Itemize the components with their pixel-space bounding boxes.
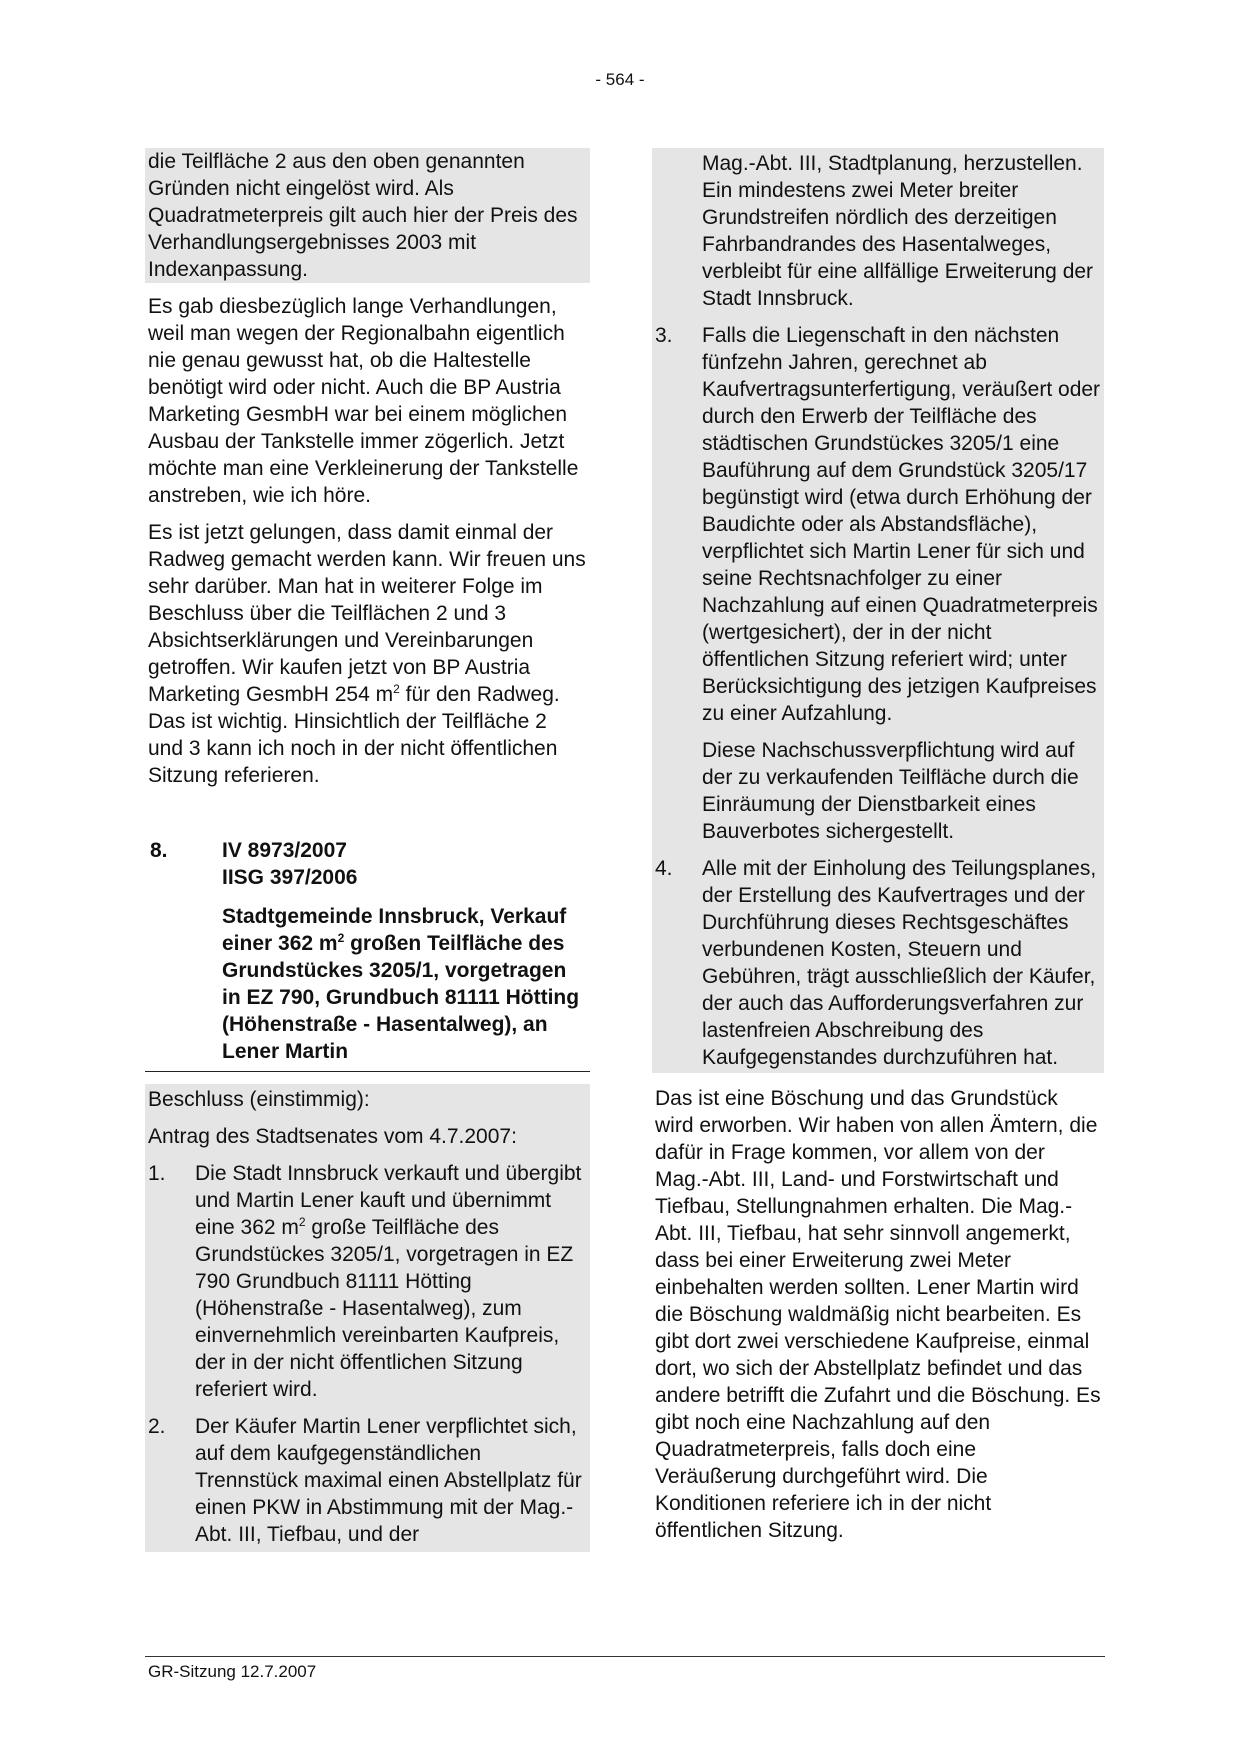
- antrag-label: Antrag des Stadtsenates vom 4.7.2007:: [148, 1125, 517, 1148]
- paragraph-radweg: Es ist jetzt gelungen, dass damit einmal der Radweg gemacht werden kann. Wir freuen uns sehr darüber. Man hat in weiterer Folge im Beschluss über die Teilflächen 2 und 3 Absichtserklärungen und Vereinbarungen getroffen. Wir kaufen jetzt von BP Austria Marketing GesmbH 254 $m^2$ für den Radweg. Das ist wichtig. Hinsichtlich der Teilfläche 2 und 3 kann ich noch in der nicht öffentlichen Sitzung referieren.: [148, 521, 586, 787]
- agenda-item-refs: IV 8973/2007 IISG 397/2006: [222, 839, 358, 889]
- list-item: 1. Die Stadt Innsbruck verkauft und übergibt und Martin Lener kauft und übernimmt eine 362 $m^2$ große Teilfläche des Grundstückes 3205/1, vorgetragen in EZ 790 Grundbuch 81111 Hötting (Höhenstraße - Hasentalweg), zum einvernehmlich vereinbarten Kaufpreis, der in der nicht öffentlichen Sitzung referiert wird.: [148, 1162, 582, 1401]
- list-item: 4. Alle mit der Einholung des Teilungsplanes, der Erstellung des Kaufvertrages und der Durchführung dieses Rechtsgeschäftes verbundenen Kosten, Steuern und Gebühren, trägt ausschließlich der Käufer, der auch das Aufforderungsverfahren zur lastenfreien Abschreibung des Kaufgegenstandes durchzuführen hat.: [655, 857, 1097, 1069]
- paragraph-continuation: die Teilfläche 2 aus den oben genannten Gründen nicht eingelöst wird. Als Quadratmeterpreis gilt auch hier der Preis des Verhandlungsergebnisses 2003 mit Indexanpassung.: [145, 148, 590, 283]
- list-item-subparagraph: Diese Nachschussverpflichtung wird auf der zu verkaufenden Teilfläche durch die Einräumung der Dienstbarkeit eines Bauverbotes sichergestellt.: [702, 739, 1079, 843]
- divider: [145, 1071, 590, 1072]
- left-column: [145, 148, 590, 1552]
- agenda-item-number: 8.: [150, 839, 168, 862]
- list-item: 2. Der Käufer Martin Lener verpflichtet sich, auf dem kaufgegenständlichen Trennstück maximal einen Abstellplatz für einen PKW in Abstimmung mit der Mag.-Abt. III, Tiefbau, und der: [148, 1415, 582, 1546]
- right-column: [652, 148, 1104, 1554]
- resolution-block: [145, 1084, 590, 1552]
- footer: GR-Sitzung 12.7.2007: [148, 1662, 317, 1681]
- footer-divider: [145, 1656, 1105, 1657]
- beschluss-label: Beschluss (einstimmig):: [148, 1088, 370, 1111]
- page-number: - 564 -: [595, 70, 645, 89]
- paragraph-boeschung: Das ist eine Böschung und das Grundstück wird erworben. Wir haben von allen Ämtern, die dafür in Frage kommen, vor allem von der Mag.-Abt. III, Land- und Forstwirtschaft und Tiefbau, Stellungnahmen erhalten. Die Mag.-Abt. III, Tiefbau, hat sehr sinnvoll angemerkt, dass bei einer Erweiterung zwei Meter einbehalten werden sollten. Lener Martin wird die Böschung waldmäßig nicht bearbeiten. Es gibt dort zwei verschiedene Kaufpreise, einmal dort, wo sich der Abstellplatz befindet und das andere betrifft die Zufahrt und die Böschung. Es gibt noch eine Nachzahlung auf den Quadratmeterpreis, falls doch eine Veräußerung durchgeführt wird. Die Konditionen referiere ich in der nicht öffentlichen Sitzung.: [655, 1087, 1101, 1542]
- agenda-item-header: [145, 837, 590, 891]
- agenda-item-title: Stadtgemeinde Innsbruck, Verkauf einer 362 $m^2$ großen Teilfläche des Grundstückes 3205/1, vorgetragen in EZ 790, Grundbuch 81111 Hötting (Höhenstraße - Hasentalweg), an Lener Martin: [222, 905, 580, 1063]
- paragraph-negotiations: Es gab diesbezüglich lange Verhandlungen, weil man wegen der Regionalbahn eigentlich nie genau gewusst hat, ob die Haltestelle benötigt wird oder nicht. Auch die BP Austria Marketing GesmbH war bei einem möglichen Ausbau der Tankstelle immer zögerlich. Jetzt möchte man eine Verkleinerung der Tankstelle anstreben, wie ich höre.: [148, 295, 579, 507]
- list-item: 3. Falls die Liegenschaft in den nächsten fünfzehn Jahren, gerechnet ab Kaufvertragsunterfertigung, veräußert oder durch den Erwerb der Teilfläche des städtischen Grundstückes 3205/1 eine Bauführung auf dem Grundstück 3205/17 begünstigt wird (etwa durch Erhöhung der Baudichte oder als Abstandsfläche), verpflichtet sich Martin Lener für sich und seine Rechtsnachfolger zu einer Nachzahlung auf einen Quadratmeterpreis (wertgesichert), der in der nicht öffentlichen Sitzung referiert wird; unter Berücksichtigung des jetzigen Kaufpreises zu einer Aufzahlung.: [655, 324, 1101, 725]
- list-item-continuation: Mag.-Abt. III, Stadtplanung, herzustellen. Ein mindestens zwei Meter breiter Grundstreifen nördlich des derzeitigen Fahrbandrandes des Hasentalweges, verbleibt für eine allfällige Erweiterung der Stadt Innsbruck.: [702, 152, 1094, 310]
- resolution-block-continued: [652, 148, 1104, 1073]
